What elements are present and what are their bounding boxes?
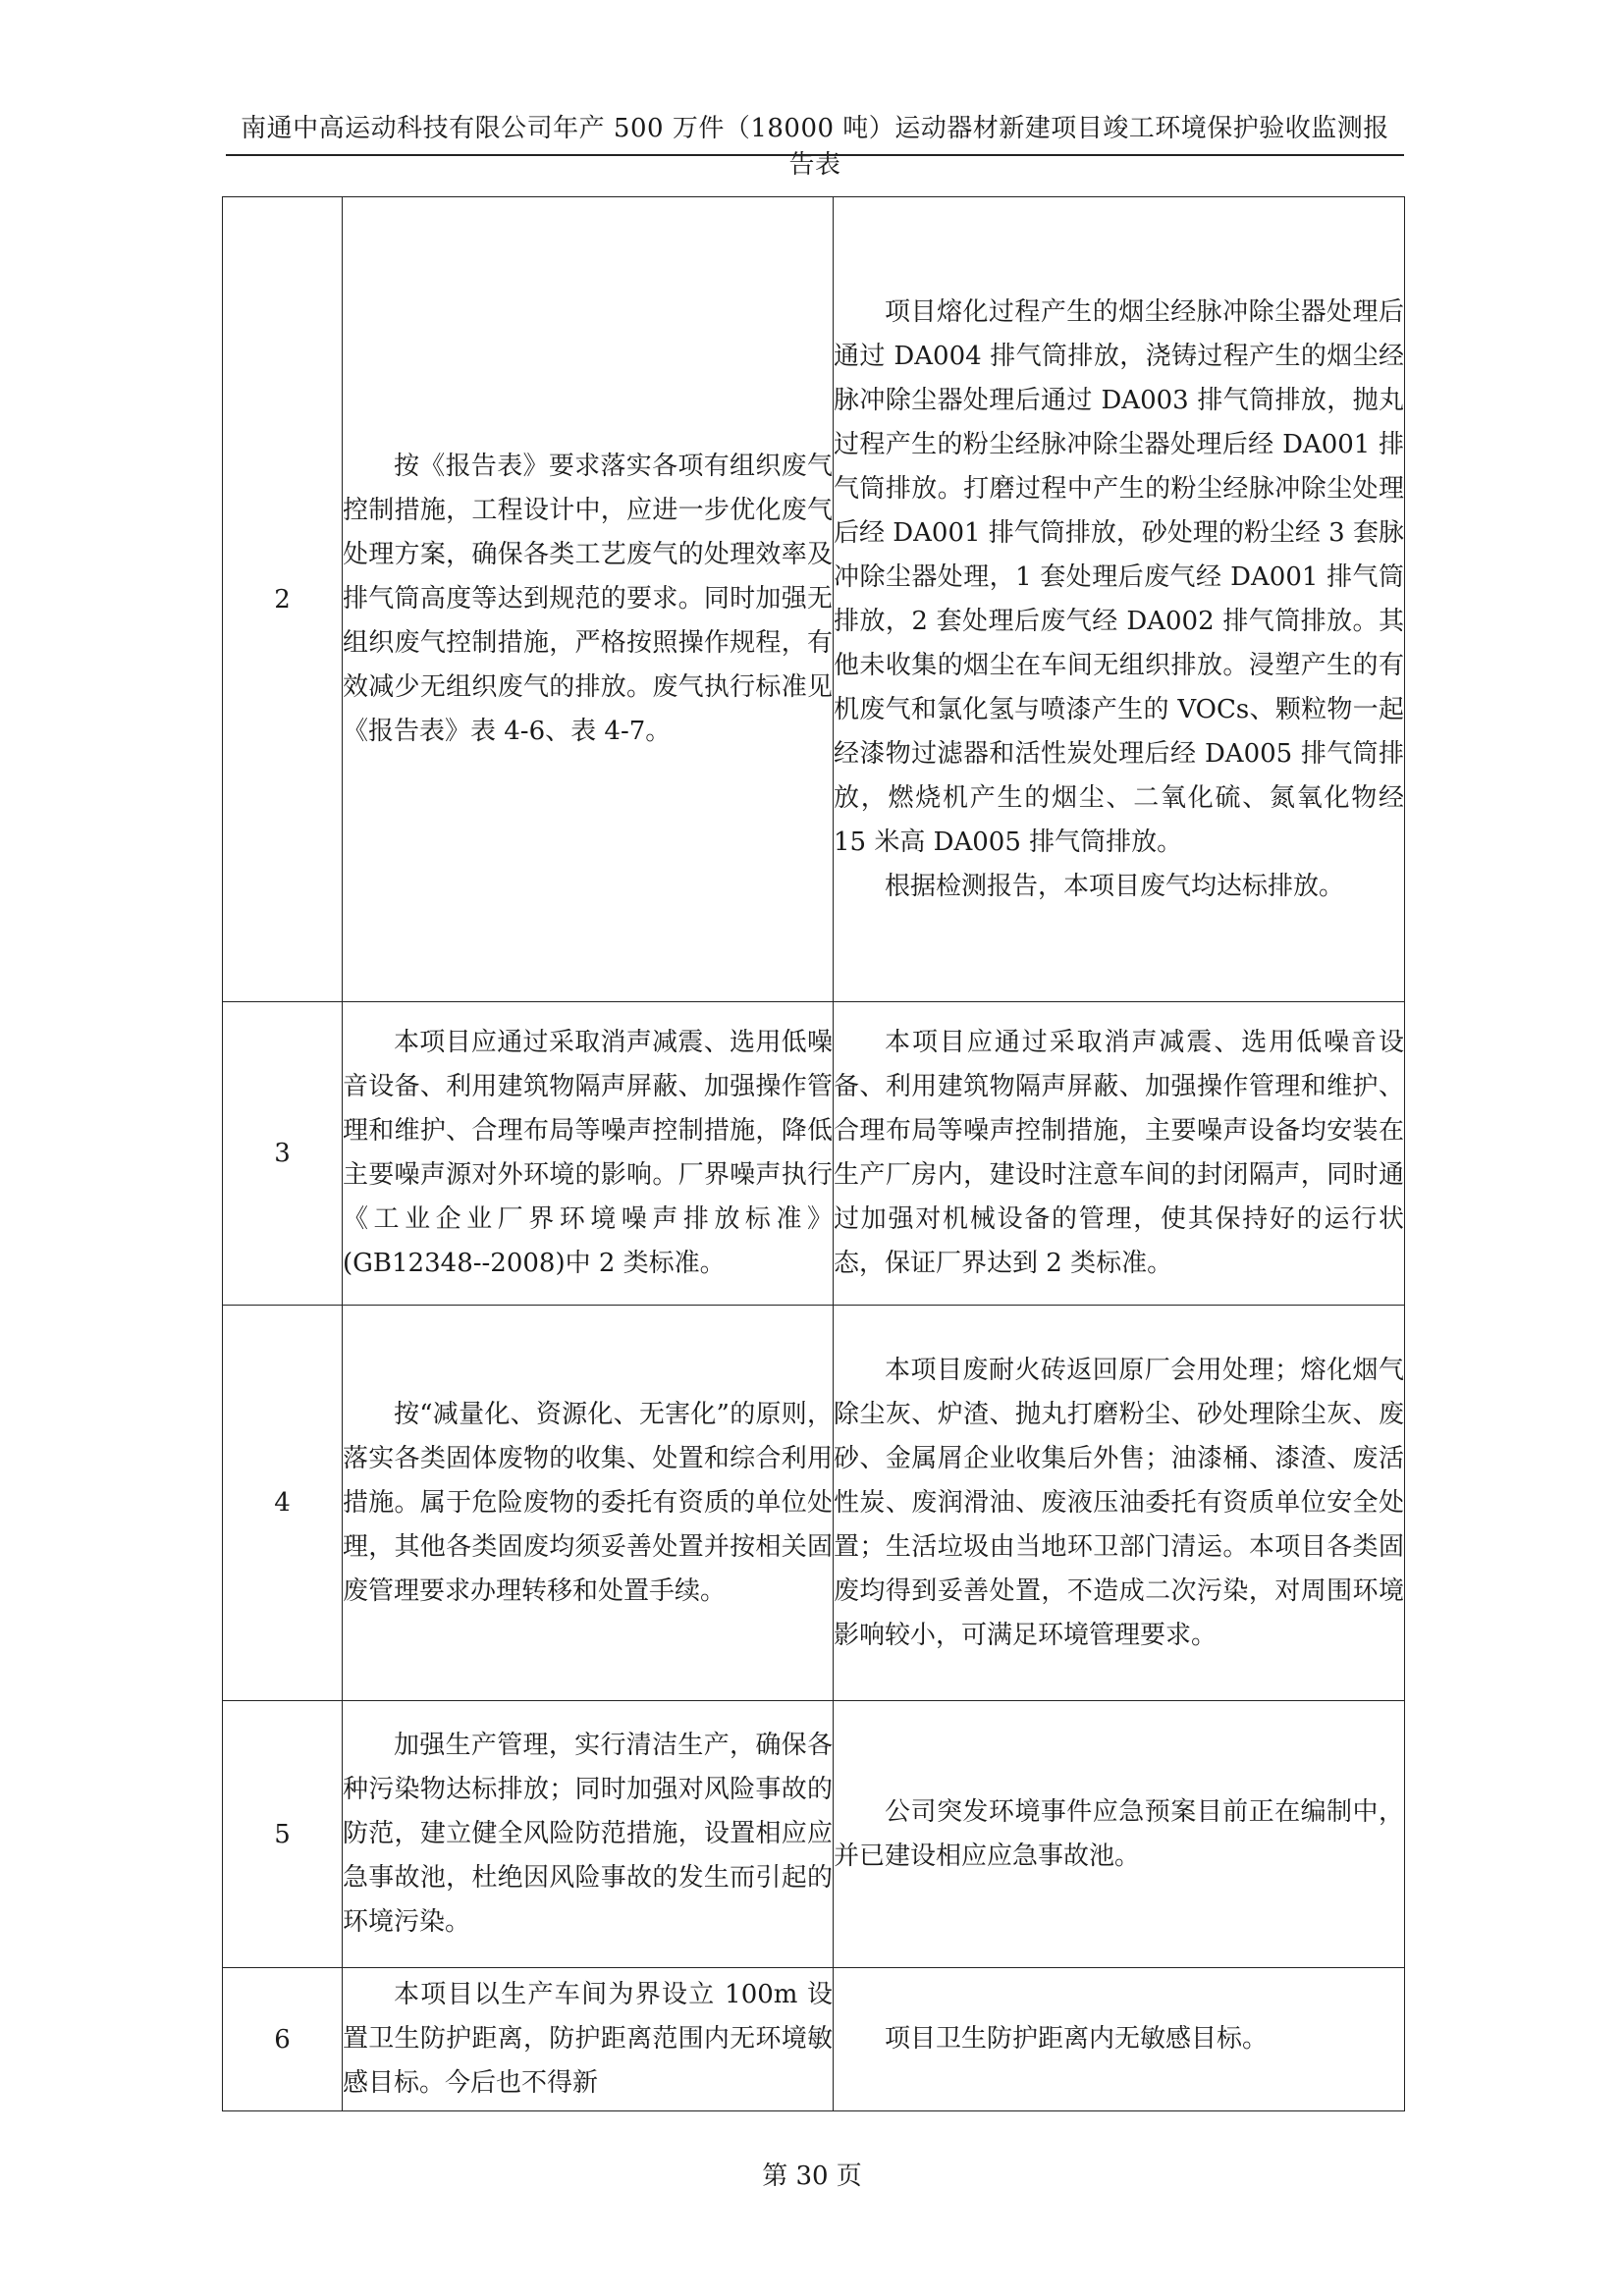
requirement-text: 本项目应通过采取消声减震、选用低噪音设备、利用建筑物隔声屏蔽、加强操作管理和维护、合理布局等噪声控制措施，降低主要噪声源对外环境的影响。厂界噪声执行《工业企业厂界环境噪声排放标准》(GB12348--2008)中 2 类标准。 <box>343 1028 833 1278</box>
table-row <box>223 1701 1405 1968</box>
row-number: 5 <box>223 1701 343 1968</box>
requirement-cell <box>343 1968 834 2111</box>
table-row <box>223 1306 1405 1701</box>
requirement-cell <box>343 1306 834 1701</box>
row-number: 3 <box>223 1002 343 1306</box>
implementation-text: 本项目应通过采取消声减震、选用低噪音设备、利用建筑物隔声屏蔽、加强操作管理和维护、合理布局等噪声控制措施，主要噪声设备均安装在生产厂房内，建设时注意车间的封闭隔声，同时通过加强对机械设备的管理，使其保持好的运行状态，保证厂界达到 2 类标准。 <box>834 1028 1404 1278</box>
page-number: 第 30 页 <box>762 2162 862 2191</box>
implementation-cell <box>834 1701 1405 1968</box>
implementation-cell <box>834 1306 1405 1701</box>
implementation-text: 公司突发环境事件应急预案目前正在编制中，并已建设相应应急事故池。 <box>834 1796 1404 1871</box>
row-number: 2 <box>223 197 343 1002</box>
requirement-cell <box>343 1002 834 1306</box>
table-row <box>223 1968 1405 2111</box>
implementation-text: 项目卫生防护距离内无敏感目标。 <box>885 2024 1269 2054</box>
requirement-text: 本项目以生产车间为界设立 100m 设置卫生防护距离，防护距离范围内无环境敏感目标。今后也不得新 <box>343 1980 833 2098</box>
requirement-text: 按《报告表》要求落实各项有组织废气控制措施，工程设计中，应进一步优化废气处理方案，确保各类工艺废气的处理效率及排气筒高度等达到规范的要求。同时加强无组织废气控制措施，严格按照操作规程，有效减少无组织废气的排放。废气执行标准见《报告表》表 4-6、表 4-7。 <box>343 452 833 746</box>
row-number: 4 <box>223 1306 343 1701</box>
implementation-text: 本项目废耐火砖返回原厂会用处理；熔化烟气除尘灰、炉渣、抛丸打磨粉尘、砂处理除尘灰、废砂、金属屑企业收集后外售；油漆桶、漆渣、废活性炭、废润滑油、废液压油委托有资质单位安全处置；生活垃圾由当地环卫部门清运。本项目各类固废均得到妥善处置，不造成二次污染，对周围环境影响较小，可满足环境管理要求。 <box>834 1355 1404 1650</box>
document-header: 南通中高运动科技有限公司年产 500 万件（18000 吨）运动器材新建项目竣工环境保护验收监测报告表 <box>241 114 1389 180</box>
implementation-cell <box>834 1002 1405 1306</box>
row-number: 6 <box>223 1968 343 2111</box>
requirement-text: 加强生产管理，实行清洁生产，确保各种污染物达标排放；同时加强对风险事故的防范，建立健全风险防范措施，设置相应应急事故池，杜绝因风险事故的发生而引起的环境污染。 <box>343 1731 833 1937</box>
requirement-text: 按“减量化、资源化、无害化”的原则，落实各类固体废物的收集、处置和综合利用措施。属于危险废物的委托有资质的单位处理，其他各类固废均须妥善处置并按相关固废管理要求办理转移和处置手续。 <box>343 1399 833 1606</box>
table-row <box>223 1002 1405 1306</box>
acceptance-table <box>222 196 1405 2111</box>
implementation-cell <box>834 197 1405 1002</box>
table-row <box>223 197 1405 1002</box>
requirement-cell <box>343 197 834 1002</box>
implementation-text: 项目熔化过程产生的烟尘经脉冲除尘器处理后通过 DA004 排气筒排放，浇铸过程产生的烟尘经脉冲除尘器处理后通过 DA003 排气筒排放，抛丸过程产生的粉尘经脉冲除尘器处理后经 DA001 排气筒排放。打磨过程中产生的粉尘经脉冲除尘处理后经 DA001 排气筒排放，砂处理的粉尘经 3 套脉冲除尘器处理，1 套处理后废气经 DA001 排气筒排放，2 套处理后废气经 DA002 排气筒排放。其他未收集的烟尘在车间无组织排放。浸塑产生的有机废气和氯化氢与喷漆产生的 VOCs、颗粒物一起经漆物过滤器和活性炭处理后经 DA005 排气筒排放，燃烧机产生的烟尘、二氧化硫、氮氧化物经 15 米高 DA005 排气筒排放。 <box>834 296 1404 857</box>
implementation-cell <box>834 1968 1405 2111</box>
header-rule <box>226 154 1404 156</box>
requirement-cell <box>343 1701 834 1968</box>
implementation-conclusion: 根据检测报告，本项目废气均达标排放。 <box>885 871 1345 901</box>
